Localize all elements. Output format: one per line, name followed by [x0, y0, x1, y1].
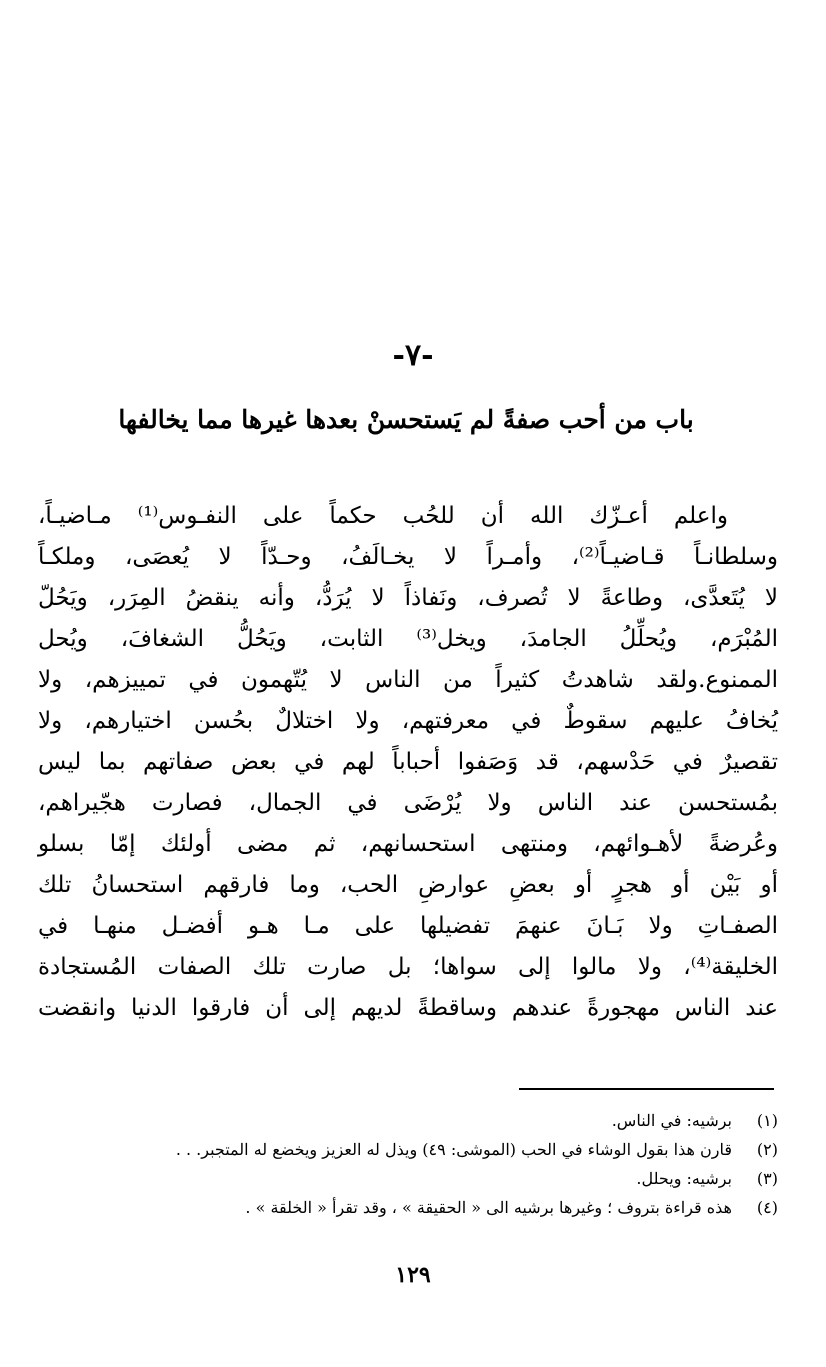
chapter-number: -٧-	[392, 338, 434, 373]
body-line: المُبْرَم، ويُحلِّلُ الجامدَ، ويخل⁽³⁾ الثابت، ويَحُلُّ الشغافَ، ويُحل	[38, 626, 778, 652]
footnotes	[38, 1106, 778, 1222]
body-text	[38, 496, 778, 1029]
footnote-text: قارن هذا بقول الوشاء في الحب (الموشى: ٤٩) ويذل له العزيز ويخضع له المتجبر. . .	[175, 1140, 732, 1159]
footnote-item	[38, 1135, 778, 1164]
body-line: وسلطانـاً قـاضيـاً⁽²⁾، وأمـراً لا يخـالَفُ، وحـدّاً لا يُعصَى، وملكـاً	[38, 544, 779, 570]
page-number: ١٢٩	[395, 1262, 431, 1288]
body-line: يُخافُ عليهم سقوطٌ في معرفتهم، ولا اختلالٌ بحُسن اختيارهم، ولا	[38, 708, 778, 734]
body-line: تقصيرٌ في حَدْسهم، قد وَصَفوا أحباباً لهم في بعض صفاتهم بما ليس	[38, 749, 778, 775]
body-line: واعلم أعـزّك الله أن للحُب حكماً على النفـوس⁽¹⁾ مـاضيـاً،	[38, 503, 728, 529]
footnote-number: (١)	[756, 1111, 778, 1130]
footnote-number: (٢)	[756, 1140, 778, 1159]
body-line: وعُرضةً لأهـوائهم، ومنتهى استحسانهم، ثم مضى أولئك إمّا بسلو	[38, 831, 778, 857]
footnote-text: برشيه: ويحلل.	[636, 1169, 732, 1188]
body-line: بمُستحسن عند الناس ولا يُرْضَى في الجمال، فصارت هجّيراهم،	[38, 790, 778, 816]
footnote-text: هذه قراءة بتروف ؛ وغيرها برشيه الى « الحقيقة » ، وقد تقرأ « الخلقة » .	[245, 1198, 732, 1217]
body-line: الخليقة⁽⁴⁾، ولا مالوا إلى سواها؛ بل صارت تلك الصفات المُستجادة	[38, 954, 778, 980]
footnote-text: برشيه: في الناس.	[611, 1111, 732, 1130]
body-line: الصفـاتِ ولا بَـانَ عنهمَ تفضيلها على مـا هـو أفضـل منهـا في	[38, 913, 778, 939]
footnote-divider	[519, 1088, 774, 1090]
footnote-number: (٤)	[756, 1198, 778, 1217]
footnote-number: (٣)	[756, 1169, 778, 1188]
body-line: الممنوع.ولقد شاهدتُ كثيراً من الناس لا يُتّهمون في تمييزهم، ولا	[38, 667, 778, 693]
body-line: عند الناس مهجورةً عندهم وساقطةً لديهم إلى أن فارقوا الدنيا وانقضت	[38, 995, 778, 1021]
footnote-item	[38, 1193, 778, 1222]
chapter-title: باب من أحب صفةً لم يَستحسنْ بعدها غيرها مما يخالفها	[118, 405, 694, 434]
body-line: لا يُتَعدَّى، وطاعةً لا تُصرف، ونَفاذاً لا يُرَدُّ، وأنه ينقضُ المِرَر، ويَحُلّ	[38, 585, 778, 611]
body-line: أو بَيْن أو هجرٍ أو بعضِ عوارضِ الحب، وما فارقهم استحسانُ تلك	[38, 872, 778, 898]
footnote-item	[38, 1164, 778, 1193]
footnote-item	[38, 1106, 778, 1135]
